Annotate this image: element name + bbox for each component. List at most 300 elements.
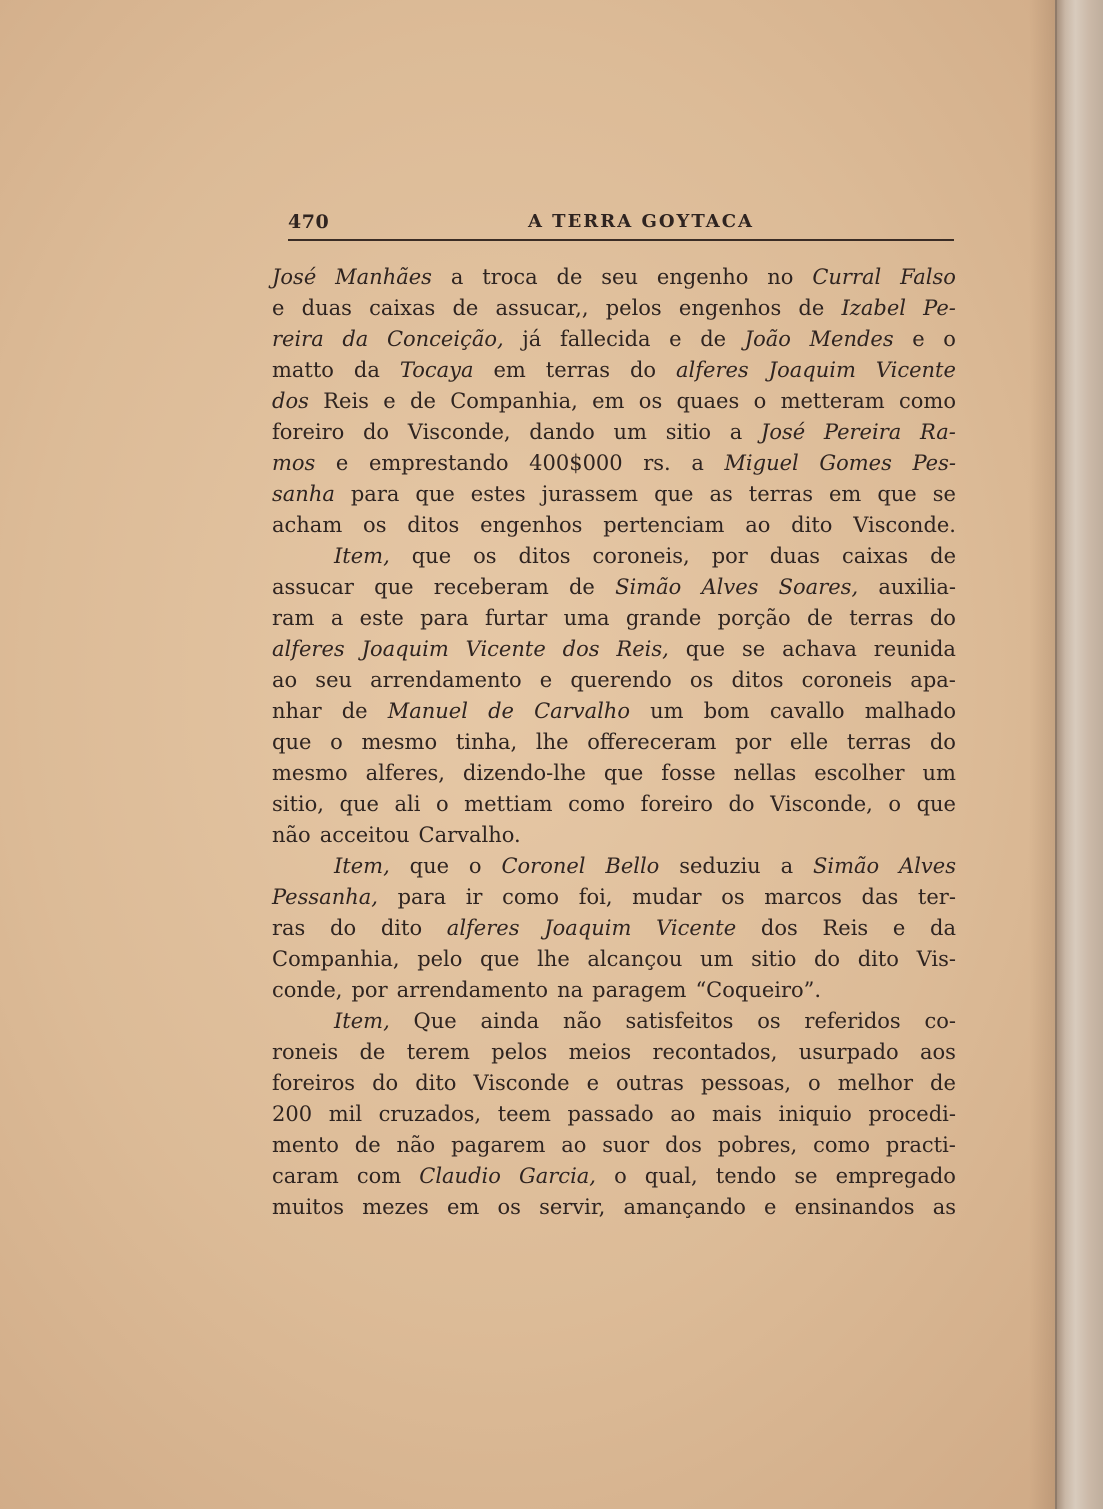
running-head [288, 207, 954, 241]
text-line [272, 758, 956, 789]
word: no [767, 265, 794, 289]
word: qual, [644, 1164, 698, 1188]
word: referidos [804, 1009, 901, 1033]
text-line [272, 603, 956, 634]
word: e [335, 451, 349, 475]
italic-word: Carvalho [534, 699, 630, 723]
word: pelos [605, 296, 662, 320]
word: Reis [323, 389, 369, 413]
word: e [669, 327, 682, 351]
italic-word: alferes [676, 358, 749, 382]
word: pelo [417, 947, 463, 971]
word: em [493, 358, 526, 382]
word: “Coqueiro”. [695, 978, 822, 1002]
word: um [922, 761, 956, 785]
word: Que [413, 1009, 457, 1033]
text-line [272, 1006, 956, 1037]
italic-word: José [760, 420, 806, 444]
italic-word: alferes [272, 637, 345, 661]
text-line [272, 386, 956, 417]
word: passado [567, 1102, 654, 1126]
word: a [729, 420, 743, 444]
italic-word: Bello [605, 854, 660, 878]
word: não [562, 1009, 602, 1033]
word: coroneis [801, 668, 893, 692]
word: de [556, 265, 583, 289]
word: engenho [656, 265, 749, 289]
word: coroneis, [592, 544, 690, 568]
word: foreiros [272, 1071, 356, 1095]
italic-word: Manuel [387, 699, 468, 723]
word: de [452, 296, 479, 320]
italic-word: dos [272, 389, 309, 413]
word: ainda [480, 1009, 540, 1033]
word: troca [482, 265, 538, 289]
word: dizendo-lhe [462, 761, 586, 785]
word: do [372, 1071, 399, 1095]
word: uma [563, 606, 610, 630]
text-line [272, 1068, 956, 1099]
text-line [272, 727, 956, 758]
word: por [711, 544, 748, 568]
word: que [685, 637, 726, 661]
text-line [272, 1130, 956, 1161]
word: cavallo [769, 699, 845, 723]
word: suor [602, 1133, 650, 1157]
word: um [650, 699, 684, 723]
word: ir [465, 885, 483, 909]
word: nhar [272, 699, 322, 723]
word: do [929, 730, 956, 754]
word: como [502, 885, 560, 909]
text-line [272, 975, 956, 1006]
word: seu [601, 265, 638, 289]
word: do [330, 916, 357, 940]
italic-word: Pes- [912, 451, 956, 475]
word: marcos [764, 885, 842, 909]
word: paragem [592, 978, 687, 1002]
page-edge [1055, 0, 1103, 1509]
word: mesmo [272, 761, 348, 785]
word: ao [561, 1133, 587, 1157]
word: o [330, 730, 343, 754]
word: sitio, [272, 792, 324, 816]
word: terras [748, 482, 814, 506]
word: os [638, 389, 663, 413]
word: mento [272, 1133, 339, 1157]
word: apa- [910, 668, 956, 692]
word: Reis [822, 916, 869, 940]
italic-word: Simão [812, 854, 880, 878]
word: bom [703, 699, 750, 723]
word: de [930, 544, 956, 568]
word: os [721, 885, 745, 909]
word: receberam [433, 575, 549, 599]
text-line [272, 665, 956, 696]
word: que [411, 544, 452, 568]
word: se [794, 1164, 818, 1188]
italic-word: José [272, 265, 317, 289]
word: sitio [751, 947, 797, 971]
italic-word: Garcia, [518, 1164, 596, 1188]
word: caram [272, 1164, 339, 1188]
word: o [888, 792, 902, 816]
word: nellas [733, 761, 797, 785]
italic-word: alferes [446, 916, 520, 940]
word: furtar [484, 606, 548, 630]
text-line [272, 944, 956, 975]
word: não [272, 823, 311, 847]
word: rs. [643, 451, 671, 475]
word: e [383, 389, 396, 413]
text-line [272, 417, 956, 448]
italic-word: Item, [334, 1009, 390, 1033]
word: as [932, 1195, 956, 1219]
word: elle [789, 730, 829, 754]
word: assucar [272, 575, 354, 599]
word: se [742, 637, 766, 661]
word: como [813, 1133, 871, 1157]
word: já [522, 327, 542, 351]
italic-word: Gomes [819, 451, 892, 475]
word: do [929, 606, 956, 630]
word: que [339, 792, 379, 816]
word: mais [711, 1102, 762, 1126]
text-line [272, 634, 956, 665]
word: um [613, 420, 647, 444]
word: reunida [873, 637, 956, 661]
word: caixas [369, 296, 436, 320]
italic-word: dos [562, 637, 600, 661]
word: engenhos [678, 296, 782, 320]
word: mesmo [361, 730, 438, 754]
word: 400$000 [529, 451, 623, 475]
word: que [916, 792, 956, 816]
word: dos [665, 1133, 702, 1157]
word: recontados, [652, 1040, 778, 1064]
word: de [359, 1040, 386, 1064]
word: de [410, 389, 436, 413]
word: querendo [570, 668, 672, 692]
word: engenhos [480, 513, 583, 537]
word: que [480, 947, 520, 971]
word: mudar [632, 885, 702, 909]
italic-word: Izabel [841, 296, 906, 320]
word: 200 [272, 1102, 313, 1126]
word: Visconde [473, 1071, 570, 1095]
word: malhado [864, 699, 956, 723]
word: e [272, 296, 285, 320]
word: porção [717, 606, 791, 630]
word: que [272, 730, 312, 754]
word: achava [782, 637, 857, 661]
italic-word: Joaquim [361, 637, 449, 661]
word: por [735, 730, 772, 754]
text-line [272, 355, 956, 386]
word: por [351, 978, 388, 1002]
text-line [272, 448, 956, 479]
word: empregado [835, 1164, 956, 1188]
word: foreiro [640, 792, 713, 816]
word: ram [272, 606, 315, 630]
text-line [272, 262, 956, 293]
italic-word: Claudio [419, 1164, 501, 1188]
word: iniquio [778, 1102, 852, 1126]
word: servir, [539, 1195, 606, 1219]
word: arrendamento [370, 668, 522, 692]
word: dito [415, 1071, 457, 1095]
word: um [699, 947, 734, 971]
word: que [374, 575, 414, 599]
text-line [272, 1192, 956, 1223]
word: de [568, 575, 595, 599]
word: que [603, 761, 644, 785]
word: Vis- [916, 947, 956, 971]
running-title: A TERRA GOYTACA [527, 211, 755, 232]
italic-word: Joaquim [544, 916, 632, 940]
italic-word: da [342, 327, 369, 351]
word: ras [272, 916, 306, 940]
word: e [912, 327, 925, 351]
word: que [654, 482, 694, 506]
word: dos [760, 916, 798, 940]
text-line [272, 1161, 956, 1192]
text-line [272, 820, 956, 851]
word: das [861, 885, 899, 909]
italic-word: Alves [899, 854, 956, 878]
word: a [450, 265, 464, 289]
italic-word: Joaquim [768, 358, 856, 382]
italic-word: mos [272, 451, 316, 475]
word: os [757, 1009, 781, 1033]
word: para [420, 606, 469, 630]
text-line [272, 541, 956, 572]
word: de [700, 327, 727, 351]
word: mil [328, 1102, 363, 1126]
text-line [272, 324, 956, 355]
word: tendo [715, 1164, 777, 1188]
word: ter- [917, 885, 956, 909]
word: o [614, 1164, 627, 1188]
word: foi, [578, 885, 613, 909]
word: ditos [731, 668, 784, 692]
word: Carvalho. [418, 823, 521, 847]
word: Visconde, [407, 420, 511, 444]
text-line [272, 479, 956, 510]
word: na [557, 978, 584, 1002]
italic-word: Pessanha, [272, 885, 378, 909]
italic-word: Vicente [875, 358, 956, 382]
text-line [272, 1037, 956, 1068]
word: duas [301, 296, 352, 320]
word: co- [924, 1009, 956, 1033]
body-text [272, 262, 956, 1223]
text-line [272, 913, 956, 944]
text-line [272, 510, 956, 541]
word: escolher [814, 761, 905, 785]
word: arrendamento [396, 978, 549, 1002]
word: o [943, 327, 956, 351]
italic-word: Reis, [616, 637, 669, 661]
word: o [435, 792, 449, 816]
word: como [568, 792, 626, 816]
italic-word: Item, [334, 854, 390, 878]
italic-word: Alves [701, 575, 759, 599]
word: terras [846, 730, 912, 754]
word: que [877, 482, 917, 506]
word: de [807, 606, 833, 630]
word: lhe [537, 947, 570, 971]
word: amançando [623, 1195, 746, 1219]
word: e [586, 1071, 599, 1095]
word: a [691, 451, 704, 475]
word: ao [272, 668, 298, 692]
word: alcançou [587, 947, 683, 971]
word: pessoas, [700, 1071, 792, 1095]
word: os [473, 544, 497, 568]
word: para [350, 482, 400, 506]
word: ditos [407, 513, 460, 537]
word: a [780, 854, 794, 878]
word: aos [920, 1040, 956, 1064]
word: pelos [491, 1040, 548, 1064]
text-line [272, 696, 956, 727]
text-line [272, 882, 956, 913]
word: grande [625, 606, 702, 630]
italic-word: Ra- [919, 420, 956, 444]
word: muitos [272, 1195, 345, 1219]
word: pobres, [717, 1133, 798, 1157]
word: metteram [780, 389, 885, 413]
word: conde, [272, 978, 343, 1002]
word: ao [670, 1102, 696, 1126]
word: jurassem [541, 482, 639, 506]
word: de [341, 699, 368, 723]
word: do [728, 792, 755, 816]
italic-word: Coronel [501, 854, 586, 878]
word: do [362, 420, 390, 444]
word: da [930, 916, 956, 940]
word: seduziu [679, 854, 761, 878]
word: tinha, [455, 730, 518, 754]
word: e [539, 668, 553, 692]
text-line [272, 789, 956, 820]
page-number: 470 [288, 211, 330, 233]
word: pagarem [451, 1133, 546, 1157]
word: o [753, 389, 767, 413]
word: foreiro [272, 420, 345, 444]
word: Visconde, [770, 792, 873, 816]
word: o [808, 1071, 821, 1095]
word: alferes, [365, 761, 445, 785]
italic-word: Vicente [465, 637, 546, 661]
word: de [798, 296, 825, 320]
italic-word: João [744, 327, 791, 351]
italic-word: Miguel [724, 451, 799, 475]
italic-word: Conceição, [386, 327, 504, 351]
word: acceitou [319, 823, 410, 847]
word: practi- [885, 1133, 956, 1157]
word: dando [529, 420, 595, 444]
word: ensinandos [794, 1195, 915, 1219]
italic-word: Falso [900, 265, 956, 289]
word: Visconde. [853, 513, 956, 537]
word: auxilia- [878, 575, 956, 599]
word: e [764, 1195, 777, 1219]
word: teem [497, 1102, 551, 1126]
word: e [892, 916, 906, 940]
word: que [415, 482, 455, 506]
word: emprestando [368, 451, 509, 475]
word: em [829, 482, 862, 506]
word: Companhia, [450, 389, 578, 413]
word: com [356, 1164, 402, 1188]
word: matto [272, 358, 334, 382]
word: se [932, 482, 956, 506]
word: terras [545, 358, 611, 382]
word: quaes [676, 389, 740, 413]
word: em [446, 1195, 480, 1219]
word: assucar,, [495, 296, 589, 320]
word: roneis [272, 1040, 339, 1064]
word: mettiam [464, 792, 553, 816]
text-line [272, 572, 956, 603]
word: o [468, 854, 482, 878]
word: procedi- [868, 1102, 956, 1126]
italic-word: Item, [334, 544, 390, 568]
word: as [709, 482, 733, 506]
word: ao [745, 513, 771, 537]
italic-word: Manhães [335, 265, 432, 289]
word: não [396, 1133, 436, 1157]
word: dito [791, 513, 833, 537]
word: satisfeitos [625, 1009, 734, 1033]
word: meios [568, 1040, 632, 1064]
word: offereceram [587, 730, 717, 754]
word: caixas [842, 544, 909, 568]
text-line [272, 851, 956, 882]
word: duas [769, 544, 821, 568]
word: dito [380, 916, 423, 940]
word: mezes [362, 1195, 429, 1219]
italic-word: Vicente [656, 916, 737, 940]
word: estes [470, 482, 526, 506]
text-line [272, 1099, 956, 1130]
italic-word: Pereira [823, 420, 902, 444]
word: em [592, 389, 625, 413]
italic-word: de [488, 699, 514, 723]
word: ali [394, 792, 421, 816]
word: que [409, 854, 450, 878]
word: outras [616, 1071, 684, 1095]
word: ditos [518, 544, 571, 568]
word: os [363, 513, 387, 537]
word: terem [406, 1040, 470, 1064]
italic-word: reira [272, 327, 324, 351]
italic-word: Curral [812, 265, 882, 289]
word: do [813, 947, 841, 971]
word: fallecida [559, 327, 651, 351]
italic-word: Tocaya [399, 358, 474, 382]
italic-word: Simão [615, 575, 682, 599]
text-line [272, 293, 956, 324]
word: dito [857, 947, 899, 971]
word: fosse [661, 761, 716, 785]
word: de [930, 1071, 956, 1095]
word: para [397, 885, 447, 909]
word: seu [315, 668, 353, 692]
word: lhe [535, 730, 569, 754]
